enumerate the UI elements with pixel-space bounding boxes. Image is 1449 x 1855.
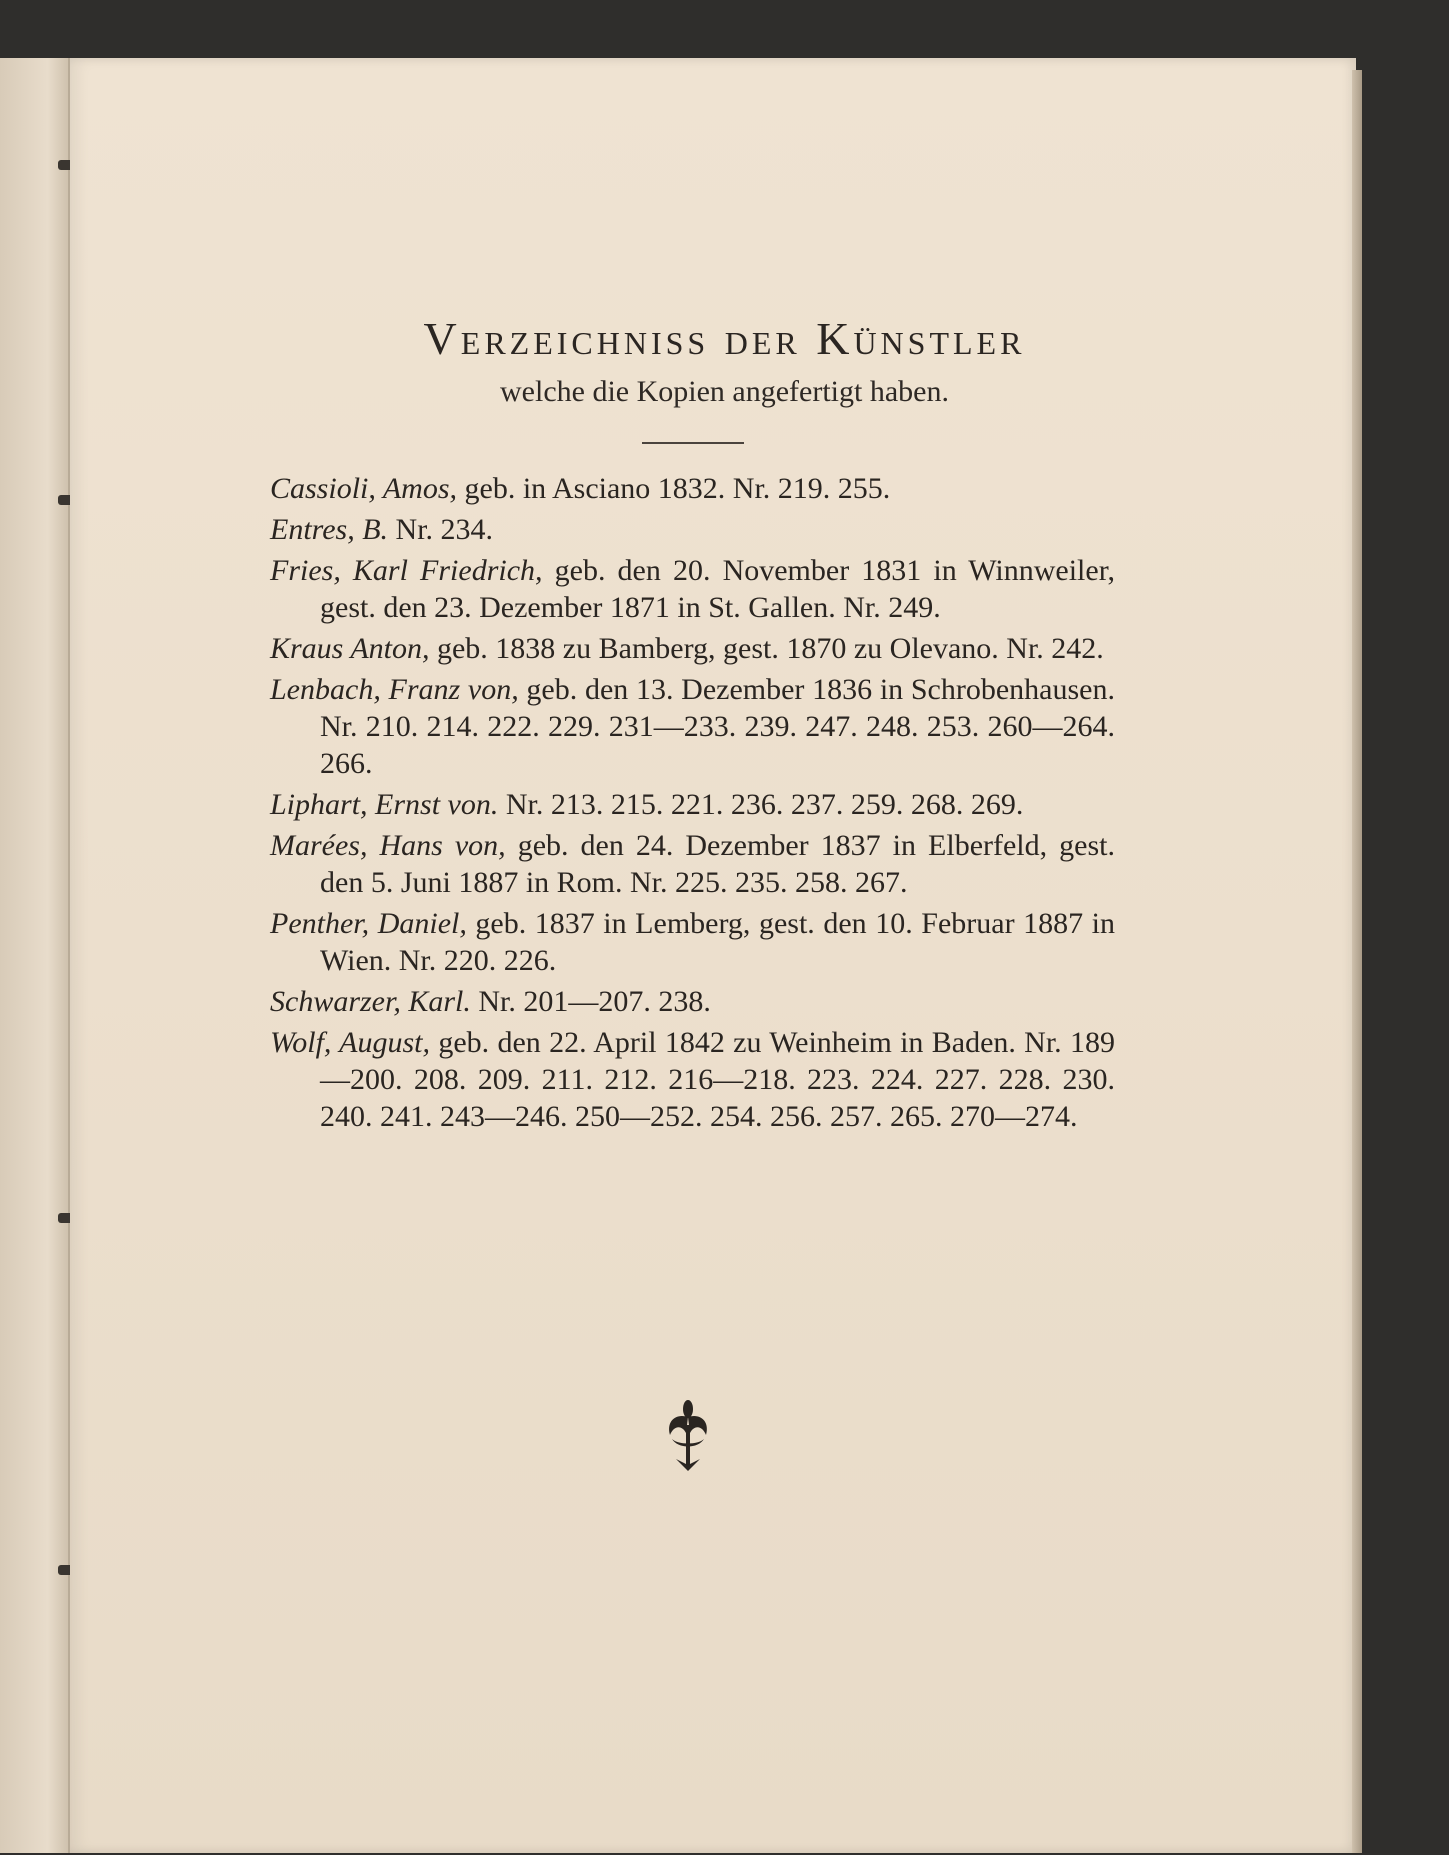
artist-details: geb. 1838 zu Bamberg, gest. 1870 zu Olevano. Nr. 242. bbox=[429, 632, 1104, 665]
artist-entry bbox=[270, 470, 1115, 507]
artist-entry bbox=[270, 905, 1115, 979]
artist-name: Cassioli, Amos, bbox=[270, 472, 457, 505]
artist-details: geb. den 13. Dezember 1836 in Schrobenhausen. Nr. 210. 214. 222. 229. 231—233. 239. 247. 248. 253. 260—264. 266. bbox=[320, 673, 1115, 780]
artist-name: Liphart, Ernst von. bbox=[270, 788, 499, 821]
artist-details: Nr. 201—207. 238. bbox=[470, 985, 711, 1018]
artist-name: Schwarzer, Karl. bbox=[270, 985, 471, 1018]
artist-details: Nr. 234. bbox=[388, 513, 494, 546]
artist-name: Lenbach, Franz von, bbox=[270, 673, 519, 706]
artist-entry bbox=[270, 671, 1115, 782]
artist-name: Penther, Daniel, bbox=[270, 907, 467, 940]
artist-name: Fries, Karl Friedrich, bbox=[270, 554, 543, 587]
artist-details: geb. den 22. April 1842 zu Weinheim in Baden. Nr. 189—200. 208. 209. 211. 212. 216—218. 223. 224. 227. 228. 230. 240. 241. 243—246. 250—252. 254. 256. 257. 265. 270—274. bbox=[320, 1026, 1115, 1133]
artist-entry bbox=[270, 511, 1115, 548]
artist-name: Wolf, August, bbox=[270, 1026, 431, 1059]
fleur-ornament-icon bbox=[658, 1395, 718, 1475]
artist-list bbox=[270, 470, 1115, 1139]
page-subtitle: welche die Kopien angefertigt haben. bbox=[500, 375, 949, 408]
artist-details: geb. den 20. November 1831 in Winnweiler, gest. den 23. Dezember 1871 in St. Gallen. Nr. 249. bbox=[320, 554, 1115, 624]
artist-details: geb. in Asciano 1832. Nr. 219. 255. bbox=[457, 472, 891, 505]
artist-name: Entres, B. bbox=[270, 513, 389, 546]
artist-name: Marées, Hans von, bbox=[270, 829, 506, 862]
artist-details: geb. 1837 in Lemberg, gest. den 10. Februar 1887 in Wien. Nr. 220. 226. bbox=[320, 907, 1115, 977]
artist-entry bbox=[270, 786, 1115, 823]
artist-details: geb. den 24. Dezember 1837 in Elberfeld, gest. den 5. Juni 1887 in Rom. Nr. 225. 235. 258. 267. bbox=[320, 829, 1115, 899]
artist-entry bbox=[270, 552, 1115, 626]
artist-entry bbox=[270, 983, 1115, 1020]
artist-entry bbox=[270, 827, 1115, 901]
artist-entry bbox=[270, 630, 1115, 667]
artist-details: Nr. 213. 215. 221. 236. 237. 259. 268. 269. bbox=[498, 788, 1024, 821]
artist-name: Kraus Anton, bbox=[270, 632, 430, 665]
artist-entry bbox=[270, 1024, 1115, 1135]
title-divider bbox=[642, 442, 744, 444]
page-title: Verzeichniss der Künstler bbox=[423, 313, 1026, 364]
